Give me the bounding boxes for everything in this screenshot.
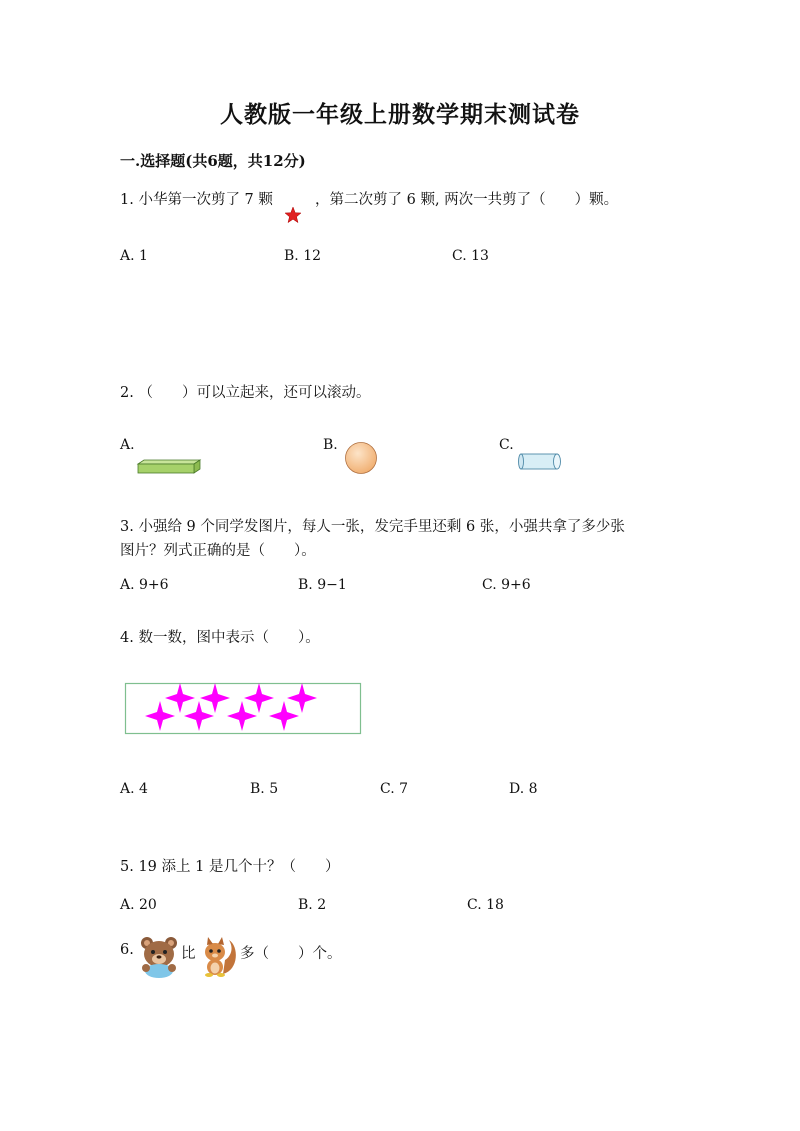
section-heading: 一.选择题(共6题，共12分) [120,152,306,170]
option-a[interactable]: A. 9+6 [120,577,169,593]
question-6-number: 6. [120,942,134,958]
squirrel-icon [199,936,239,978]
question-1-text-end: ，第二次剪了 6 颗, 两次一共剪了（ ）颗。 [315,192,619,208]
option-a[interactable]: A. [120,437,135,453]
red-star-icon [284,206,302,224]
option-b[interactable]: B. 2 [298,897,327,913]
sphere-image[interactable] [344,441,378,475]
question-3-line-2: 图片？列式正确的是（ ）。 [120,543,316,559]
flat-prism-image[interactable] [136,460,202,474]
question-6-text-end: 多（ ）个。 [240,946,342,962]
option-c[interactable]: C. 9+6 [482,577,531,593]
option-b[interactable]: B. [323,437,338,453]
question-4-text: 4. 数一数，图中表示（ ）。 [120,630,320,646]
question-6-compare-word: 比 [181,946,196,962]
option-a[interactable]: A. 20 [120,897,157,913]
option-c[interactable]: C. 7 [380,781,409,797]
page-title: 人教版一年级上册数学期末测试卷 [220,101,580,128]
option-d[interactable]: D. 8 [509,781,538,797]
option-c[interactable]: C. 13 [452,248,489,264]
question-5-text: 5. 19 添上 1 是几个十？（ ） [120,859,340,875]
option-b[interactable]: B. 9−1 [298,577,347,593]
question-2-text: 2. （ ）可以立起来，还可以滚动。 [120,385,371,401]
sparkle-count-figure [125,683,361,734]
question-3-line-1: 3. 小强给 9 个同学发图片，每人一张，发完手里还剩 6 张，小强共拿了多少张 [120,519,625,535]
cylinder-image[interactable] [518,452,564,472]
option-c[interactable]: C. [499,437,514,453]
bear-icon [138,935,180,977]
option-b[interactable]: B. 5 [250,781,279,797]
option-a[interactable]: A. 1 [120,248,148,264]
option-c[interactable]: C. 18 [467,897,504,913]
option-b[interactable]: B. 12 [284,248,322,264]
question-1-text-start: 1. 小华第一次剪了 7 颗 [120,192,273,208]
option-a[interactable]: A. 4 [120,781,148,797]
